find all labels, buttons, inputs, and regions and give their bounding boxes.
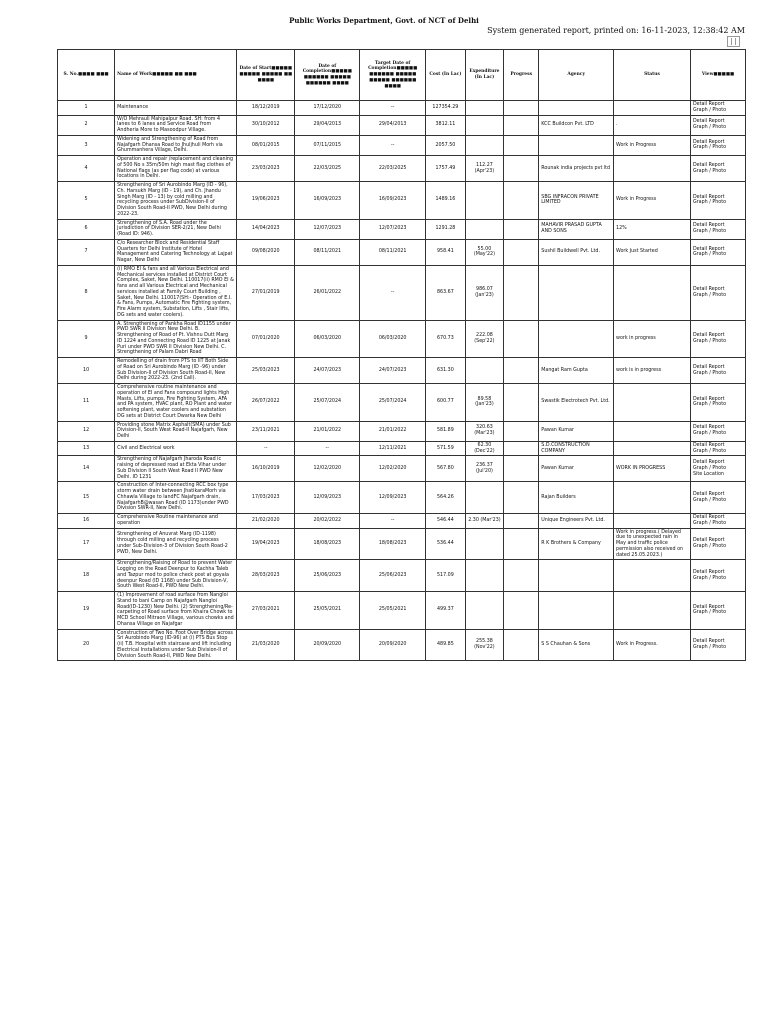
cell-expenditure: 2.30 (Mar'23) — [465, 514, 503, 529]
cell-name: Remodelling of drain from PTS to IIT Both Side of Road on Sri Aurobindo Marg (ID -96) under Sub Division-II of Division South Road-II, New Delhi during 2022-23. (2nd Call). — [115, 358, 237, 384]
cell-agency: Pawan Kumar — [539, 421, 614, 441]
graph-photo-link[interactable]: Graph / Photo — [692, 252, 727, 258]
cell-expenditure — [465, 182, 503, 220]
cell-view — [690, 482, 745, 514]
cell-start: 19/04/2023 — [237, 528, 295, 560]
cell-completion: 12/02/2020 — [295, 456, 360, 482]
cell-agency — [539, 592, 614, 630]
cell-agency — [539, 265, 614, 320]
cell-status — [614, 421, 691, 441]
cell-completion: 25/06/2023 — [295, 560, 360, 592]
graph-photo-link[interactable]: Graph / Photo — [692, 575, 727, 581]
cell-progress — [504, 592, 539, 630]
cell-view — [690, 384, 745, 422]
cell-name: Strengthening of Anuvrat Marg (ID-1198) through cold milling and recycling process under Sub-Division-3 of Division South Road-2 PWD, New Delhi. — [115, 528, 237, 560]
cell-cost: 1489.16 — [426, 182, 466, 220]
detail-report-link[interactable]: Detail Report — [692, 639, 725, 645]
cell-agency: S S Chauhan & Sons — [539, 629, 614, 661]
cell-sno: 9 — [58, 320, 115, 358]
cell-completion: 26/01/2022 — [295, 265, 360, 320]
cell-completion: 20/02/2022 — [295, 514, 360, 529]
cell-completion: 21/01/2022 — [295, 421, 360, 441]
table-row — [58, 592, 746, 630]
table-row — [58, 115, 746, 135]
cell-view — [690, 528, 745, 560]
cell-progress — [504, 629, 539, 661]
cell-agency: Sushil Buildwell Pvt. Ltd. — [539, 239, 614, 265]
graph-photo-link[interactable]: Graph / Photo — [692, 402, 727, 408]
detail-report-link[interactable]: Detail Report — [692, 442, 725, 448]
report-title: Public Works Department, Govt. of NCT of Delhi — [289, 16, 479, 25]
cell-name: Strengthening of Najafgarh Jharoda Road ic raising of depressed road at Ekta Vihar under Sub Division II South West Road II PWD New Delhi. ID 1231 — [115, 456, 237, 482]
graph-photo-link[interactable]: Graph / Photo — [692, 370, 727, 376]
graph-photo-link[interactable]: Graph / Photo — [692, 168, 727, 174]
cell-name: Strengthening/Raising of Road to prevent Water Logging on the Road Deenpur to Kachha Taleb and Tazpur mod to police check post at goyala deenpur Road (ID 1168) under Sub Division-V, South West Road-II, PWD New Delhi. — [115, 560, 237, 592]
table-row — [58, 482, 746, 514]
cell-completion: 07/11/2015 — [295, 135, 360, 155]
cell-status: Work in Progress — [614, 182, 691, 220]
cell-cost: 489.85 — [426, 629, 466, 661]
cell-expenditure: 986.07 (Jan'23) — [465, 265, 503, 320]
table-row — [58, 219, 746, 239]
cell-cost: 564.26 — [426, 482, 466, 514]
cell-view — [690, 265, 745, 320]
cell-target: 12/02/2020 — [360, 456, 426, 482]
cell-target: 20/09/2020 — [360, 629, 426, 661]
cell-view — [690, 101, 745, 116]
cell-sno: 3 — [58, 135, 115, 155]
cell-name: Comprehensive routine maintenance and operation of EI and Fans compound lights High Masts, Lifts, pumps, Fire Fighting System, AFA and PA system, HVAC plant, RO Plant and water softening plant, water coolers and substation DG sets at District Court Dwarka New Delhi — [115, 384, 237, 422]
cell-completion: 22/03/2025 — [295, 156, 360, 182]
cell-view — [690, 421, 745, 441]
col-header-progress: Progress — [504, 50, 539, 101]
cell-start: 26/07/2022 — [237, 384, 295, 422]
graph-photo-link[interactable]: Graph / Photo — [692, 465, 727, 471]
cell-name: Civil and Electrical work — [115, 441, 237, 456]
cell-progress — [504, 101, 539, 116]
col-header-status: Status — [614, 50, 691, 101]
detail-report-link[interactable]: Detail Report — [692, 102, 725, 107]
detail-report-link[interactable]: Detail Report — [692, 194, 725, 200]
cell-cost: 958.41 — [426, 239, 466, 265]
cell-cost: 567.80 — [426, 456, 466, 482]
cell-name: Comprehensive Routine maintenance and operation — [115, 514, 237, 529]
cell-progress — [504, 482, 539, 514]
table-row — [58, 101, 746, 116]
col-header-start: Date of Start■■■■■ ■■■■■ ■■■■■ ■■ ■■■■ — [237, 50, 295, 101]
cell-view — [690, 514, 745, 529]
cell-name: (1) Improvement of road surface from Nangloi Stand to bani Camp on Najafgarh Nangloi Road(ID-1230) New Delhi. (2) Strengthening/Re-carpeting of Road surface from Khaira Chowk to MCD School Mitraon Village, various chowks and Dhansa Village on Najafgar — [115, 592, 237, 630]
cell-status: work in progress — [614, 320, 691, 358]
cell-completion: 24/07/2023 — [295, 358, 360, 384]
cell-agency — [539, 101, 614, 116]
cell-name: Providing stone Matrix Asphalt(SMA) under Sub Division-II, South West Road-II Najafgarh, New Delhi — [115, 421, 237, 441]
cell-expenditure — [465, 560, 503, 592]
cell-agency: Rajan Builders — [539, 482, 614, 514]
cell-expenditure — [465, 219, 503, 239]
cell-cost: 863.67 — [426, 265, 466, 320]
cell-progress — [504, 135, 539, 155]
col-header-expenditure: Expenditure (In Lac) — [465, 50, 503, 101]
cell-progress — [504, 156, 539, 182]
detail-report-link[interactable]: Detail Report — [692, 460, 725, 466]
graph-photo-link[interactable]: Graph / Photo — [692, 125, 727, 131]
cell-name: Strengthening of S.A. Road under the jurisdiction of Division SER-2/21, New Delhi (Road ID: 946). — [115, 219, 237, 239]
cell-name: Strengthening of Sri Aurobindo Marg (ID - 96), Ch. Harsukh Marg (ID - 19), and Ch. Jhandu Singh Marg (ID - 13) by cold milling and recycling process under SubDivision-II of Division South Road-II PWD, New Delhi during 2022-23. — [115, 182, 237, 220]
cell-view — [690, 239, 745, 265]
cell-target: 12/11/2021 — [360, 441, 426, 456]
cell-progress — [504, 560, 539, 592]
cell-sno: 14 — [58, 456, 115, 482]
cell-expenditure: 89.58 (Jan'23) — [465, 384, 503, 422]
cell-view — [690, 115, 745, 135]
detail-report-link[interactable]: Detail Report — [692, 333, 725, 338]
graph-photo-link[interactable]: Graph / Photo — [692, 229, 727, 235]
cell-expenditure — [465, 135, 503, 155]
cell-completion: 17/12/2020 — [295, 101, 360, 116]
cell-target: 21/01/2022 — [360, 421, 426, 441]
cell-progress — [504, 265, 539, 320]
cell-agency: R K Brothers & Company — [539, 528, 614, 560]
table-row — [58, 528, 746, 560]
cell-start: 14/04/2023 — [237, 219, 295, 239]
table-row — [58, 629, 746, 661]
table-row — [58, 560, 746, 592]
table-row — [58, 384, 746, 422]
cell-target: 25/06/2023 — [360, 560, 426, 592]
cell-progress — [504, 456, 539, 482]
cell-expenditure: 55.00 (May'22) — [465, 239, 503, 265]
cell-sno: 5 — [58, 182, 115, 220]
cell-agency: MAHAVIR PRASAD GUPTA AND SONS — [539, 219, 614, 239]
table-row — [58, 320, 746, 358]
cell-sno: 4 — [58, 156, 115, 182]
table-body — [58, 101, 746, 661]
cell-completion: 16/09/2023 — [295, 182, 360, 220]
cell-start: 28/03/2023 — [237, 560, 295, 592]
cell-sno: 1 — [58, 101, 115, 116]
cell-sno: 19 — [58, 592, 115, 630]
cell-view — [690, 320, 745, 358]
detail-report-link[interactable]: Detail Report — [692, 223, 725, 229]
cell-status: Work Just Started — [614, 239, 691, 265]
cell-name: C/o Researcher Block and Residential Staff Quarters for Delhi Institute of Hotel Management and Catering Technology at Lajpat Nagar, New Delhi — [115, 239, 237, 265]
cell-target: 12/09/2023 — [360, 482, 426, 514]
detail-report-link[interactable]: Detail Report — [692, 515, 725, 520]
cell-progress — [504, 384, 539, 422]
cell-status — [614, 156, 691, 182]
cell-cost: 1291.28 — [426, 219, 466, 239]
cell-progress — [504, 514, 539, 529]
printed-timestamp: System generated report, printed on: 16-11-2023, 12:38:42 AM — [487, 26, 745, 35]
cell-expenditure: 236.37 (Jul'20) — [465, 456, 503, 482]
cell-expenditure: 222.08 (Sep'22) — [465, 320, 503, 358]
cell-target: -- — [360, 514, 426, 529]
cell-progress — [504, 528, 539, 560]
table-row — [58, 358, 746, 384]
cell-view — [690, 358, 745, 384]
cell-target: 24/07/2023 — [360, 358, 426, 384]
cell-agency — [539, 560, 614, 592]
cell-expenditure — [465, 358, 503, 384]
cell-progress — [504, 219, 539, 239]
cell-status — [614, 482, 691, 514]
cell-view — [690, 441, 745, 456]
cell-start: 23/11/2021 — [237, 421, 295, 441]
cell-start: 08/01/2015 — [237, 135, 295, 155]
cell-completion: 25/05/2021 — [295, 592, 360, 630]
cell-expenditure: 255.38 (Nov'22) — [465, 629, 503, 661]
cell-completion: -- — [295, 441, 360, 456]
cell-start: 27/03/2021 — [237, 592, 295, 630]
cell-status — [614, 384, 691, 422]
table-row — [58, 441, 746, 456]
cell-progress — [504, 441, 539, 456]
graph-photo-link[interactable]: Graph / Photo — [692, 200, 727, 206]
cell-progress — [504, 358, 539, 384]
cell-sno: 7 — [58, 239, 115, 265]
cell-progress — [504, 239, 539, 265]
cell-sno: 8 — [58, 265, 115, 320]
col-header-agency: Agency — [539, 50, 614, 101]
col-header-target: Target Date of Completion■■■■■ ■■■■■■ ■■■■■ ■■■■■ ■■■■■■ ■■■■ — [360, 50, 426, 101]
cell-expenditure: 62.30 (Dec'22) — [465, 441, 503, 456]
cell-start: 16/10/2019 — [237, 456, 295, 482]
cell-sno: 6 — [58, 219, 115, 239]
graph-photo-link[interactable]: Graph / Photo — [692, 520, 727, 526]
cell-start: 27/01/2019 — [237, 265, 295, 320]
cell-cost: 1757.49 — [426, 156, 466, 182]
col-header-name: Name of Work■■■■■ ■■ ■■■ — [115, 50, 237, 101]
cell-target: 22/03/2025 — [360, 156, 426, 182]
cell-completion: 20/09/2020 — [295, 629, 360, 661]
cell-start: 09/08/2020 — [237, 239, 295, 265]
barcode-icon — [727, 36, 740, 47]
col-header-completion: Date of Completion■■■■■ ■■■■■■ ■■■■■ ■■■■■■ ■■■■ — [295, 50, 360, 101]
cell-completion: 08/11/2021 — [295, 239, 360, 265]
cell-completion: 25/07/2024 — [295, 384, 360, 422]
cell-sno: 11 — [58, 384, 115, 422]
detail-report-link[interactable]: Detail Report — [692, 538, 725, 544]
detail-report-link[interactable]: Detail Report — [692, 162, 725, 168]
graph-photo-link[interactable]: Graph / Photo — [692, 497, 727, 503]
detail-report-link[interactable]: Detail Report — [692, 246, 725, 252]
cell-expenditure — [465, 592, 503, 630]
graph-photo-link[interactable]: Graph / Photo — [692, 107, 727, 113]
cell-name: Construction of Two No. Foot Over Bridge across Sri Aurobindo Marg (ID-96) at (i) PTS Bus Stop (ii) T.B. Hospital with staircase and lift including Electrical Installations under Sub Division-II of Division South Road-II, PWD New Delhi. — [115, 629, 237, 661]
cell-name: W/O Mehrauli Mahipalpur Road. SH: from 4 lanes to 6 lanes and Service Road from Andheria More to Masoodpur Village. — [115, 115, 237, 135]
cell-agency: KCC Buildcon Pvt. LTD — [539, 115, 614, 135]
detail-report-link[interactable]: Detail Report — [692, 569, 725, 575]
cell-status — [614, 101, 691, 116]
cell-target: 06/03/2020 — [360, 320, 426, 358]
cell-name: (i) RMO EI & fans and all Various Electrical and Mechanical services installed at District Court Complex, Saket, New Delhi. 110017(ii) RMO EI & fans and all Various Electrical and Mechanical services installed at Family Court Building , Saket, New Delhi. 110017(SH:- Operation of E.I. & Fans, Pumps, Automatic Fire Fighting system, Fire Alarm system, Substation, Lifts , Stair lifts, DG sets and water coolers). — [115, 265, 237, 320]
cell-target: 12/07/2023 — [360, 219, 426, 239]
cell-cost: 2057.50 — [426, 135, 466, 155]
cell-cost: 581.89 — [426, 421, 466, 441]
col-header-cost: Cost (In Lac) — [426, 50, 466, 101]
cell-completion: 12/07/2023 — [295, 219, 360, 239]
cell-agency: SBG INFRACON PRIVATE LIMITED — [539, 182, 614, 220]
table-row — [58, 456, 746, 482]
cell-expenditure — [465, 115, 503, 135]
cell-start: -- — [237, 441, 295, 456]
cell-status: WORK IN PROGRESS — [614, 456, 691, 482]
table-row — [58, 182, 746, 220]
detail-report-link[interactable]: Detail Report — [692, 119, 725, 125]
table-row — [58, 135, 746, 155]
graph-photo-link[interactable]: Graph / Photo — [692, 448, 727, 454]
cell-view — [690, 456, 745, 482]
cell-cost: 670.73 — [426, 320, 466, 358]
cell-view — [690, 156, 745, 182]
detail-report-link[interactable]: Detail Report — [692, 491, 725, 497]
cell-view — [690, 592, 745, 630]
cell-target: 08/11/2021 — [360, 239, 426, 265]
cell-cost: 127354.29 — [426, 101, 466, 116]
cell-status: Work in Progress — [614, 135, 691, 155]
cell-cost: 546.44 — [426, 514, 466, 529]
table-header-row — [58, 50, 746, 101]
works-table — [57, 49, 746, 661]
cell-expenditure: 112.27 (Apr'23) — [465, 156, 503, 182]
cell-agency: Swastik Electrotech Pvt. Ltd. — [539, 384, 614, 422]
cell-agency: Mangat Ram Gupta — [539, 358, 614, 384]
table-row — [58, 514, 746, 529]
graph-photo-link[interactable]: Graph / Photo — [692, 292, 727, 298]
cell-start: 21/02/2020 — [237, 514, 295, 529]
graph-photo-link[interactable]: Graph / Photo — [692, 338, 727, 344]
col-header-view: View■■■■■ — [690, 50, 745, 101]
cell-agency: Rounak india projects pvt ltd — [539, 156, 614, 182]
cell-target: 29/04/2013 — [360, 115, 426, 135]
cell-cost: 631.30 — [426, 358, 466, 384]
cell-status: work is in progress — [614, 358, 691, 384]
site-location-link[interactable]: Site Location — [692, 471, 724, 477]
cell-name: Operation and repair /replacement and cleaning of 500 No s 35m/50m high mast flag clothes of National flags (as per flag code) at various locations in Delhi. — [115, 156, 237, 182]
cell-sno: 20 — [58, 629, 115, 661]
cell-start: 18/12/2019 — [237, 101, 295, 116]
cell-target: 25/07/2024 — [360, 384, 426, 422]
graph-photo-link[interactable]: Graph / Photo — [692, 431, 727, 437]
cell-view — [690, 135, 745, 155]
cell-sno: 2 — [58, 115, 115, 135]
table-row — [58, 265, 746, 320]
cell-target: -- — [360, 101, 426, 116]
cell-cost: 536.44 — [426, 528, 466, 560]
cell-sno: 13 — [58, 441, 115, 456]
cell-progress — [504, 115, 539, 135]
detail-report-link[interactable]: Detail Report — [692, 396, 725, 402]
cell-status — [614, 441, 691, 456]
cell-name: A. Strengthening of Pankha Road ID1155 under PWD SWR II Division New Delhi. B. Strengthening of Road of Pt. Vishnu Dutt Marg ID 1224 and Connecting Road ID 1225 at Janak Puri under PWD SWR II Division New Delhi. C. Strengthening of Palam Dabri Road — [115, 320, 237, 358]
cell-name: Maintenance — [115, 101, 237, 116]
detail-report-link[interactable]: Detail Report — [692, 286, 725, 292]
cell-cost: 3812.11 — [426, 115, 466, 135]
graph-photo-link[interactable]: Graph / Photo — [692, 543, 727, 549]
cell-start: 30/10/2012 — [237, 115, 295, 135]
cell-expenditure — [465, 482, 503, 514]
cell-status — [614, 514, 691, 529]
cell-status — [614, 592, 691, 630]
cell-cost: 571.59 — [426, 441, 466, 456]
cell-start: 25/03/2023 — [237, 358, 295, 384]
cell-start: 07/01/2020 — [237, 320, 295, 358]
cell-status: Work in Progress. — [614, 629, 691, 661]
cell-agency — [539, 320, 614, 358]
cell-view — [690, 560, 745, 592]
cell-view — [690, 629, 745, 661]
cell-completion: 29/04/2013 — [295, 115, 360, 135]
cell-start: 21/03/2020 — [237, 629, 295, 661]
cell-agency — [539, 135, 614, 155]
cell-target: 25/05/2021 — [360, 592, 426, 630]
cell-name: Construction of Inter-connecting RCC box type storm water drain between JhatikaraMorh via Chhawla Village to landFC Najafgarh drain, NajafgarhB@wasan Road (ID 1173)under PWD Division SWR-II, New Delhi. — [115, 482, 237, 514]
cell-sno: 10 — [58, 358, 115, 384]
cell-name: Widening and Strengthening of Road from Najafgarh Dhansa Road to Jhuljhuli Morh via Ghummanhera Village, Delhi. — [115, 135, 237, 155]
cell-target: 18/08/2023 — [360, 528, 426, 560]
cell-sno: 15 — [58, 482, 115, 514]
cell-target: -- — [360, 135, 426, 155]
cell-completion: 12/09/2023 — [295, 482, 360, 514]
cell-sno: 17 — [58, 528, 115, 560]
table-row — [58, 239, 746, 265]
cell-agency: Unique Engineers Pvt. Ltd. — [539, 514, 614, 529]
cell-status — [614, 265, 691, 320]
cell-target: -- — [360, 265, 426, 320]
cell-expenditure: 320.63 (Mar'23) — [465, 421, 503, 441]
detail-report-link[interactable]: Detail Report — [692, 425, 725, 431]
cell-status: Work in progress.( Delayed due to unexpected rain in May and traffic police permission also received on dated 25.05.2023.) — [614, 528, 691, 560]
graph-photo-link[interactable]: Graph / Photo — [692, 610, 727, 616]
detail-report-link[interactable]: Detail Report — [692, 604, 725, 610]
cell-status: 12% — [614, 219, 691, 239]
col-header-sno: S. No.■■■■ ■■■ — [58, 50, 115, 101]
cell-progress — [504, 182, 539, 220]
cell-start: 19/06/2023 — [237, 182, 295, 220]
cell-sno: 12 — [58, 421, 115, 441]
cell-target: 16/09/2023 — [360, 182, 426, 220]
cell-start: 23/03/2023 — [237, 156, 295, 182]
cell-view — [690, 219, 745, 239]
graph-photo-link[interactable]: Graph / Photo — [692, 644, 727, 650]
cell-expenditure — [465, 528, 503, 560]
cell-status: . — [614, 115, 691, 135]
cell-status — [614, 560, 691, 592]
cell-agency: S.D.CONSTRUCTION COMPANY — [539, 441, 614, 456]
cell-cost: 517.09 — [426, 560, 466, 592]
cell-sno: 18 — [58, 560, 115, 592]
cell-start: 17/03/2023 — [237, 482, 295, 514]
graph-photo-link[interactable]: Graph / Photo — [692, 145, 727, 151]
cell-view — [690, 182, 745, 220]
table-row — [58, 421, 746, 441]
cell-progress — [504, 320, 539, 358]
cell-agency: Pawan Kumar — [539, 456, 614, 482]
cell-expenditure — [465, 101, 503, 116]
table-row — [58, 156, 746, 182]
detail-report-link[interactable]: Detail Report — [692, 139, 725, 145]
cell-completion: 06/03/2020 — [295, 320, 360, 358]
cell-sno: 16 — [58, 514, 115, 529]
cell-progress — [504, 421, 539, 441]
detail-report-link[interactable]: Detail Report — [692, 364, 725, 370]
cell-cost: 499.37 — [426, 592, 466, 630]
cell-cost: 600.77 — [426, 384, 466, 422]
cell-completion: 18/08/2023 — [295, 528, 360, 560]
